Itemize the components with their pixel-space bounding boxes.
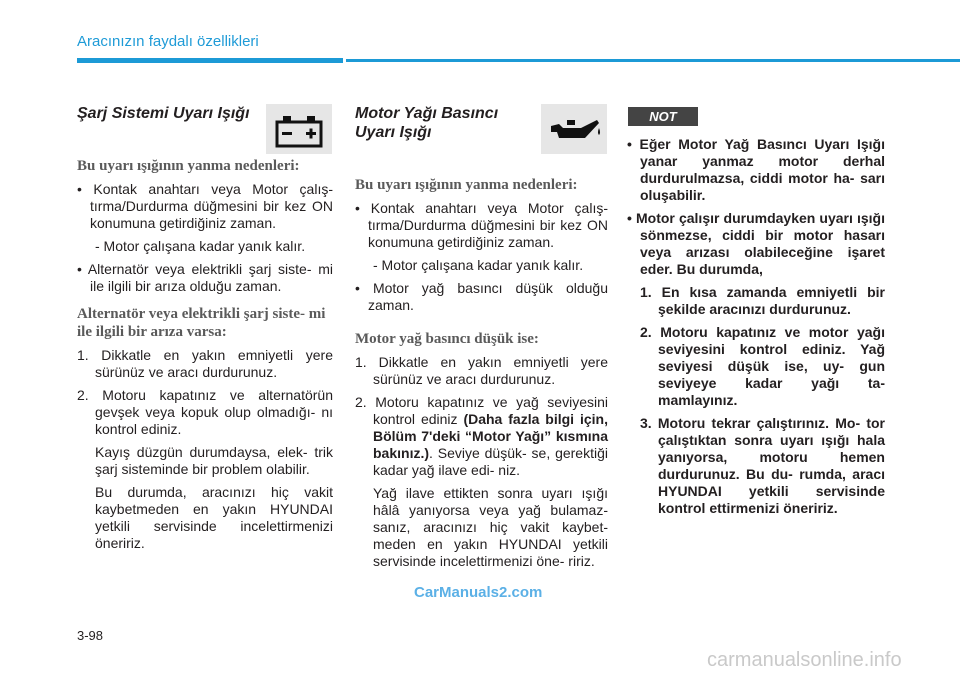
low-pressure-heading: Motor yağ basıncı düşük ise: [355,331,539,347]
step-2: 2. Motoru kapatınız ve alternatörün gevşek veya kopuk olup olmadığı- nı kontrol ediniz. [77,387,333,437]
oil-warning-title-2: Uyarı Işığı [355,124,432,141]
bullet-alternator: • Alternatör veya elektrikli şarj siste- mi ile ilgili bir arıza olduğu zaman. [77,261,333,294]
oil-step-1: 1. Dikkatle en yakın emniyetli yere sürünüz ve aracı durdurunuz. [355,354,608,387]
note-badge: NOT [628,107,698,126]
page-number: 3-98 [77,628,104,643]
oil-bullet-ignition-sub: - Motor çalışana kadar yanık kalır. [373,257,584,273]
oil-warning-title-1: Motor Yağı Basıncı [355,105,499,122]
column-charging-system [77,100,333,558]
note-bullet-1: • Eğer Motor Yağ Basıncı Uyarı Işığı yanar yanmaz motor derhal durdurulmazsa, ciddi motor ha- sarı oluşabilir. [627,136,885,203]
note-bullet-2: • Motor çalışır durumdayken uyarı ışığı sönmezse, ciddi bir motor hasarı veya arızası olabileceğine işaret eder. Bu durumda, [627,210,885,277]
oil-bullet-low-pressure: • Motor yağ basıncı düşük olduğu zaman. [355,280,608,313]
causes-heading: Bu uyarı ışığının yanma nedenleri: [77,158,300,174]
oil-step-2: 2. Motoru kapatınız ve yağ seviyesini kontrol ediniz (Daha fazla bilgi için, Bölüm 7'deki “Motor Yağı” kısmına bakınız.). Seviye düşük- se, gerektiği kadar yağ ilave edi- niz. [355,394,608,478]
step-2-note-a: Kayış düzgün durumdaysa, elek- trik şarj sisteminde bir problem olabilir. [95,444,333,477]
step-1: 1. Dikkatle en yakın emniyetli yere sürünüz ve aracı durdurunuz. [77,347,333,380]
note-step-2: 2. Motoru kapatınız ve motor yağı seviyesini kontrol ediniz. Yağ seviyesi düşük ise, uy- gun seviyeye kadar yağı ta- mamlayınız. [640,324,885,408]
step-2-note-b: Bu durumda, aracınızı hiç vakit kaybetmeden en yakın HYUNDAI yetkili servisinde incelettirmenizi öneririz. [95,484,333,551]
column-note [627,136,885,523]
oil-step-2-note: Yağ ilave ettikten sonra uyarı ışığı hâlâ yanıyorsa veya yağ bulamaz- sanız, aracınızı hiç vakit kaybet- meden en yakın HYUNDAI yetkili servisinde incelettirmenizi öne- ririz. [373,485,608,569]
header-bar-thin [346,59,960,62]
alternator-fault-heading: Alternatör veya elektrikli şarj siste- mi ile ilgili bir arıza varsa: [77,306,326,340]
charging-warning-title: Şarj Sistemi Uyarı Işığı [77,105,250,122]
bullet-ignition-sub: - Motor çalışana kadar yanık kalır. [95,238,306,254]
header-bar-thick [77,58,343,63]
watermark-site[interactable]: carmanualsonline.info [707,649,902,671]
oil-bullet-ignition: • Kontak anahtarı veya Motor çalış- tırma/Durdurma düğmesini bir kez ON konumuna getirdiğiniz zaman. [355,200,608,250]
watermark-carmanuals[interactable]: CarManuals2.com [414,584,543,601]
oil-causes-heading: Bu uyarı ışığının yanma nedenleri: [355,177,578,193]
note-step-1: 1. En kısa zamanda emniyetli bir şekilde aracınızı durdurunuz. [640,284,885,317]
column-oil-pressure [355,100,608,576]
section-header: Aracınızın faydalı özellikleri [77,33,259,50]
bullet-ignition: • Kontak anahtarı veya Motor çalış- tırma/Durdurma düğmesini bir kez ON konumuna getirdiğiniz zaman. [77,181,333,231]
note-step-3: 3. Motoru tekrar çalıştırınız. Mo- tor çalıştıktan sonra uyarı ışığı hala yanıyorsa, motoru hemen durdurunuz. Bu du- rumda, aracı HYUNDAI yetkili servisinde kontrol ettirmenizi öneririz. [640,415,885,516]
